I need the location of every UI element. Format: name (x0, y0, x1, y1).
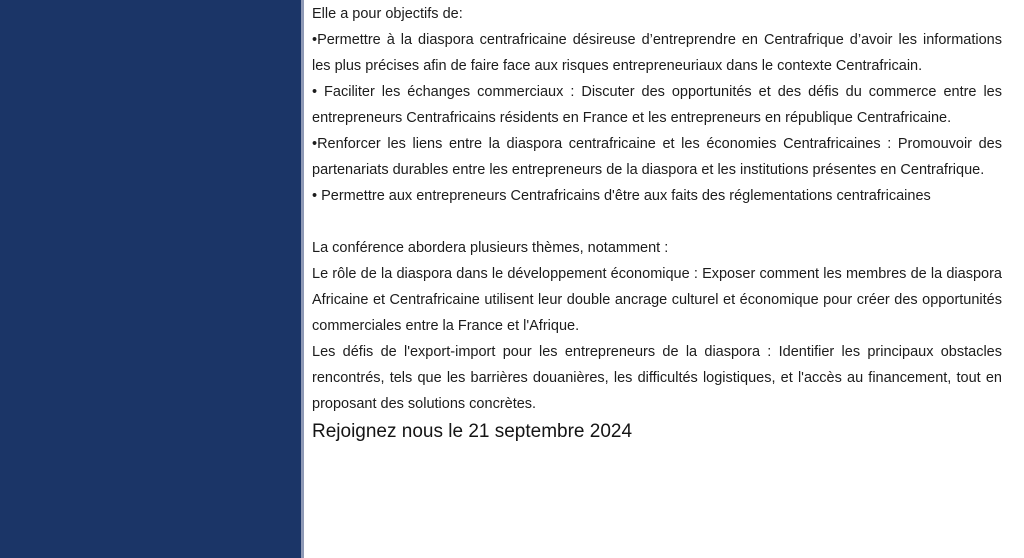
objective-item: •Renforcer les liens entre la diaspora centrafricaine et les économies Centrafricaines : Promouvoir des partenariats durables entre les entrepreneurs de la diaspora et les institutions présentes en Centrafrique. (312, 136, 1002, 178)
theme-item: Les défis de l'export-import pour les entrepreneurs de la diaspora : Identifier les principaux obstacles rencontrés, tels que les barrières douanières, les difficultés logistiques, et l'accès au financement, tout en proposant des solutions concrètes. (312, 344, 1002, 412)
objective-item: • Permettre aux entrepreneurs Centrafricains d'être aux faits des réglementations centrafricaines (312, 188, 931, 204)
left-panel (0, 0, 304, 558)
intro-line: Elle a pour objectifs de: (312, 6, 463, 22)
objective-item: •Permettre à la diaspora centrafricaine désireuse d’entreprendre en Centrafrique d’avoir les informations les plus précises afin de faire face aux risques entrepreneuriaux dans le contexte Centrafricain. (312, 32, 1002, 74)
paragraph-spacer (312, 209, 1002, 235)
objective-item: • Faciliter les échanges commerciaux : Discuter des opportunités et des défis du commerce entre les entrepreneurs Centrafricains résidents en France et les entrepreneurs en république Centrafricaine. (312, 84, 1002, 126)
text-content (304, 0, 1024, 558)
call-to-action: Rejoignez nous le 21 septembre 2024 (312, 421, 633, 442)
theme-item: Le rôle de la diaspora dans le développement économique : Exposer comment les membres de la diaspora Africaine et Centrafricaine utilisent leur double ancrage culturel et économique pour créer des opportunités commerciales entre la France et l'Afrique. (312, 266, 1002, 334)
themes-intro-line: La conférence abordera plusieurs thèmes, notamment : (312, 240, 669, 256)
